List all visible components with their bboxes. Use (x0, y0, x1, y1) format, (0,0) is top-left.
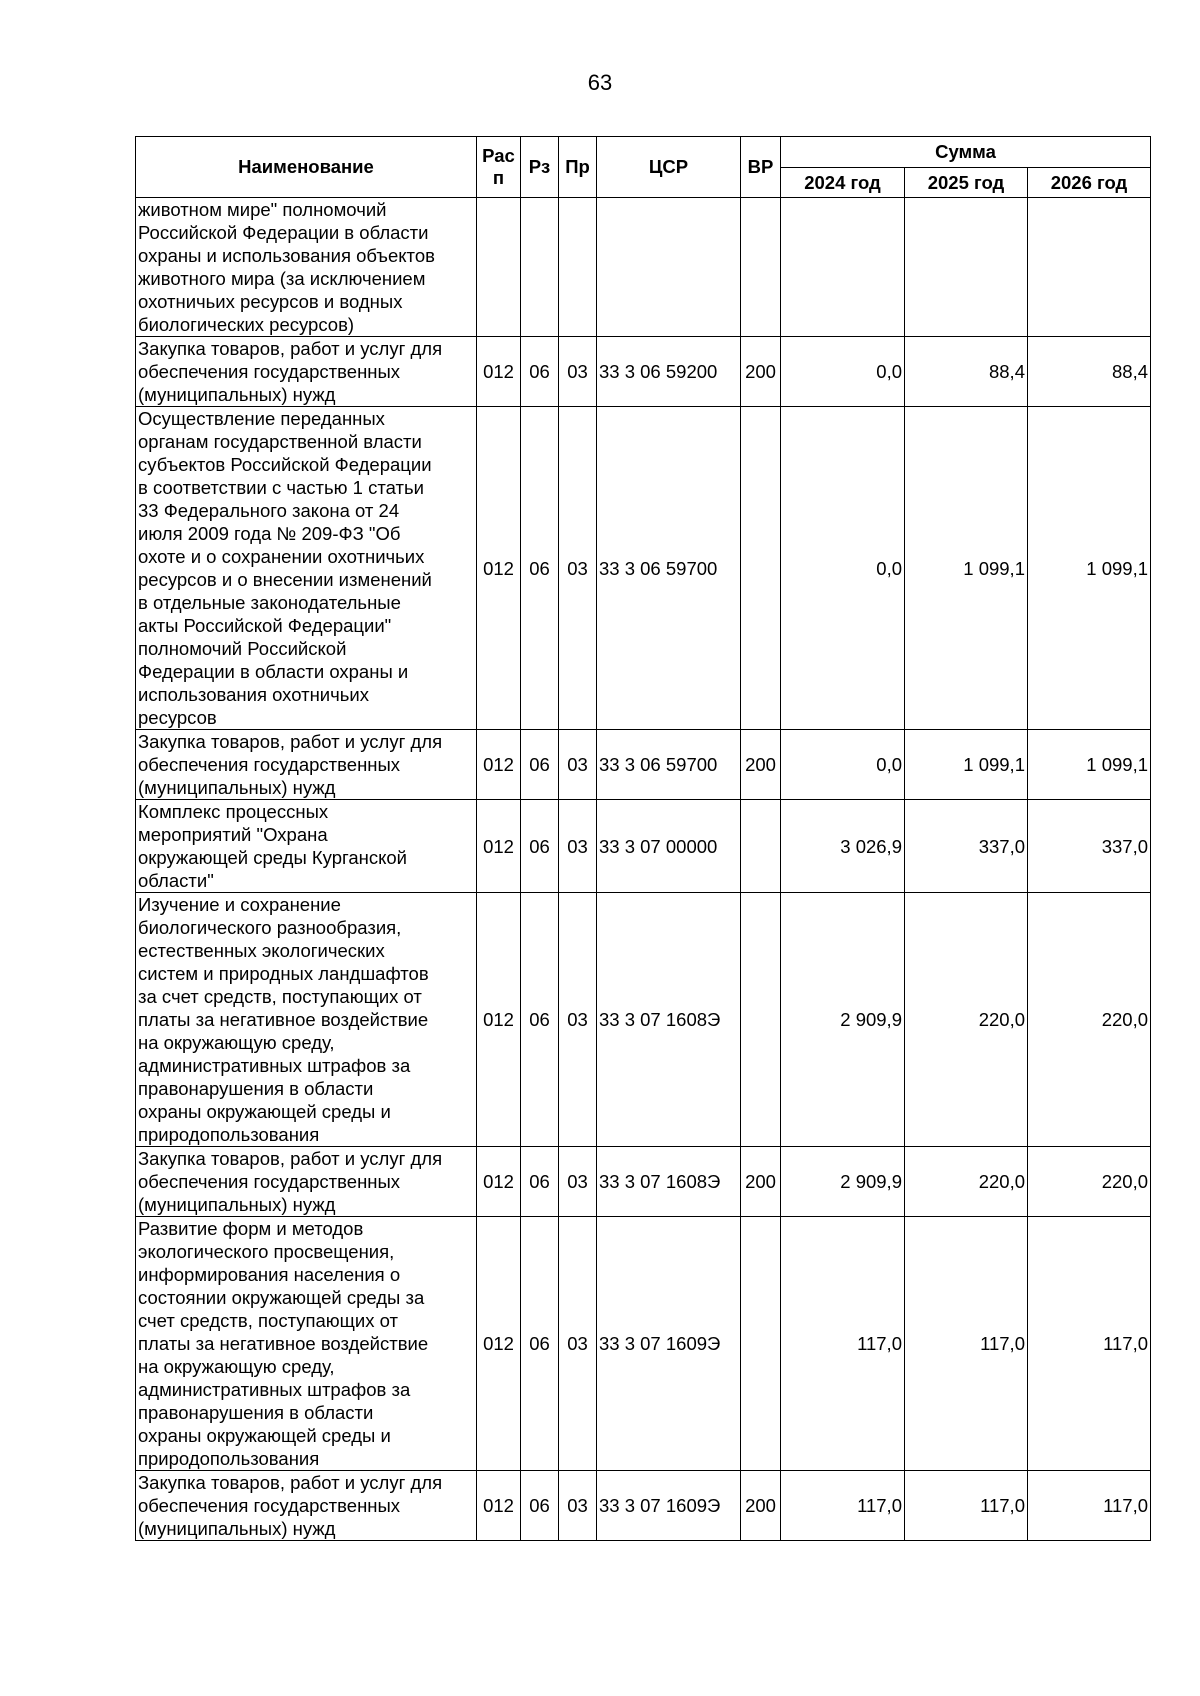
cell-vr (741, 407, 781, 730)
cell-pr: 03 (559, 1471, 597, 1541)
cell-rz: 06 (521, 337, 559, 407)
cell-name: Закупка товаров, работ и услуг для обеспечения государственных (муниципальных) нужд (136, 730, 477, 800)
cell-vr: 200 (741, 337, 781, 407)
cell-sum-2025 (905, 198, 1028, 337)
cell-sum-2026: 220,0 (1028, 1147, 1151, 1217)
cell-vr (741, 800, 781, 893)
cell-sum-2024: 2 909,9 (781, 1147, 905, 1217)
cell-rz: 06 (521, 800, 559, 893)
cell-csr: 33 3 07 00000 (597, 800, 741, 893)
header-rasp: Рас п (477, 137, 521, 198)
cell-csr: 33 3 06 59700 (597, 730, 741, 800)
cell-sum-2025: 88,4 (905, 337, 1028, 407)
cell-sum-2024: 0,0 (781, 337, 905, 407)
cell-sum-2026: 117,0 (1028, 1217, 1151, 1471)
cell-name: Закупка товаров, работ и услуг для обеспечения государственных (муниципальных) нужд (136, 337, 477, 407)
cell-rasp: 012 (477, 1471, 521, 1541)
cell-sum-2025: 337,0 (905, 800, 1028, 893)
table-row (136, 1217, 1151, 1471)
cell-rz: 06 (521, 407, 559, 730)
cell-vr: 200 (741, 730, 781, 800)
cell-sum-2024: 117,0 (781, 1217, 905, 1471)
cell-pr: 03 (559, 407, 597, 730)
cell-rz: 06 (521, 1217, 559, 1471)
budget-table (135, 136, 1151, 1541)
cell-rasp (477, 198, 521, 337)
cell-sum-2025: 117,0 (905, 1471, 1028, 1541)
table-row (136, 407, 1151, 730)
cell-sum-2024: 0,0 (781, 407, 905, 730)
cell-vr: 200 (741, 1147, 781, 1217)
cell-sum-2024: 0,0 (781, 730, 905, 800)
cell-sum-2025: 1 099,1 (905, 407, 1028, 730)
cell-rasp: 012 (477, 800, 521, 893)
table-body (136, 198, 1151, 1541)
cell-rasp: 012 (477, 1217, 521, 1471)
cell-sum-2026: 1 099,1 (1028, 407, 1151, 730)
cell-rz: 06 (521, 1471, 559, 1541)
cell-name: Закупка товаров, работ и услуг для обеспечения государственных (муниципальных) нужд (136, 1147, 477, 1217)
header-name: Наименование (136, 137, 477, 198)
cell-rz: 06 (521, 1147, 559, 1217)
table-row (136, 1471, 1151, 1541)
cell-sum-2025: 220,0 (905, 1147, 1028, 1217)
cell-rasp: 012 (477, 730, 521, 800)
cell-pr: 03 (559, 337, 597, 407)
cell-vr (741, 198, 781, 337)
cell-name: животном мире" полномочий Российской Федерации в области охраны и использования объектов животного мира (за исключением охотничьих ресурсов и водных биологических ресурсов) (136, 198, 477, 337)
cell-sum-2026: 117,0 (1028, 1471, 1151, 1541)
header-year-2024: 2024 год (781, 168, 905, 198)
cell-name: Комплекс процессных мероприятий "Охрана окружающей среды Курганской области" (136, 800, 477, 893)
cell-vr (741, 893, 781, 1147)
cell-sum-2026: 88,4 (1028, 337, 1151, 407)
cell-csr: 33 3 07 1609Э (597, 1217, 741, 1471)
cell-rasp: 012 (477, 893, 521, 1147)
cell-vr: 200 (741, 1471, 781, 1541)
table-header (136, 137, 1151, 198)
cell-sum-2026: 337,0 (1028, 800, 1151, 893)
cell-name: Закупка товаров, работ и услуг для обеспечения государственных (муниципальных) нужд (136, 1471, 477, 1541)
table-row (136, 337, 1151, 407)
cell-csr: 33 3 06 59200 (597, 337, 741, 407)
cell-vr (741, 1217, 781, 1471)
table-row (136, 730, 1151, 800)
header-year-2025: 2025 год (905, 168, 1028, 198)
header-pr: Пр (559, 137, 597, 198)
cell-rasp: 012 (477, 337, 521, 407)
cell-sum-2026: 220,0 (1028, 893, 1151, 1147)
cell-rz: 06 (521, 730, 559, 800)
cell-name: Изучение и сохранение биологического разнообразия, естественных экологических систем и природных ландшафтов за счет средств, поступающих от платы за негативное воздействие на окружающую среду, административных штрафов за правонарушения в области охраны окружающей среды и природопользования (136, 893, 477, 1147)
cell-csr: 33 3 06 59700 (597, 407, 741, 730)
cell-sum-2025: 117,0 (905, 1217, 1028, 1471)
page-number: 63 (587, 70, 613, 95)
table-row (136, 1147, 1151, 1217)
table-row (136, 893, 1151, 1147)
cell-sum-2024: 3 026,9 (781, 800, 905, 893)
cell-pr: 03 (559, 730, 597, 800)
cell-sum-2024: 117,0 (781, 1471, 905, 1541)
cell-rasp: 012 (477, 407, 521, 730)
table-row (136, 800, 1151, 893)
cell-sum-2024: 2 909,9 (781, 893, 905, 1147)
cell-pr: 03 (559, 800, 597, 893)
cell-sum-2025: 220,0 (905, 893, 1028, 1147)
cell-sum-2026: 1 099,1 (1028, 730, 1151, 800)
cell-csr: 33 3 07 1609Э (597, 1471, 741, 1541)
cell-pr: 03 (559, 1217, 597, 1471)
cell-name: Осуществление переданных органам государственной власти субъектов Российской Федерации в соответствии с частью 1 статьи 33 Федерального закона от 24 июля 2009 года № 209-ФЗ "Об охоте и о сохранении охотничьих ресурсов и о внесении изменений в отдельные законодательные акты Российской Федерации" полномочий Российской Федерации в области охраны и использования охотничьих ресурсов (136, 407, 477, 730)
cell-csr: 33 3 07 1608Э (597, 893, 741, 1147)
cell-rz: 06 (521, 893, 559, 1147)
cell-csr (597, 198, 741, 337)
header-vr: ВР (741, 137, 781, 198)
cell-rz (521, 198, 559, 337)
header-csr: ЦСР (597, 137, 741, 198)
cell-pr: 03 (559, 893, 597, 1147)
cell-sum-2024 (781, 198, 905, 337)
cell-rasp: 012 (477, 1147, 521, 1217)
cell-sum-2026 (1028, 198, 1151, 337)
header-year-2026: 2026 год (1028, 168, 1151, 198)
header-rz: Рз (521, 137, 559, 198)
cell-name: Развитие форм и методов экологического просвещения, информирования населения о состоянии окружающей среды за счет средств, поступающих от платы за негативное воздействие на окружающую среду, административных штрафов за правонарушения в области охраны окружающей среды и природопользования (136, 1217, 477, 1471)
cell-sum-2025: 1 099,1 (905, 730, 1028, 800)
cell-pr: 03 (559, 1147, 597, 1217)
cell-pr (559, 198, 597, 337)
table-row (136, 198, 1151, 337)
header-sum: Сумма (781, 137, 1151, 168)
cell-csr: 33 3 07 1608Э (597, 1147, 741, 1217)
